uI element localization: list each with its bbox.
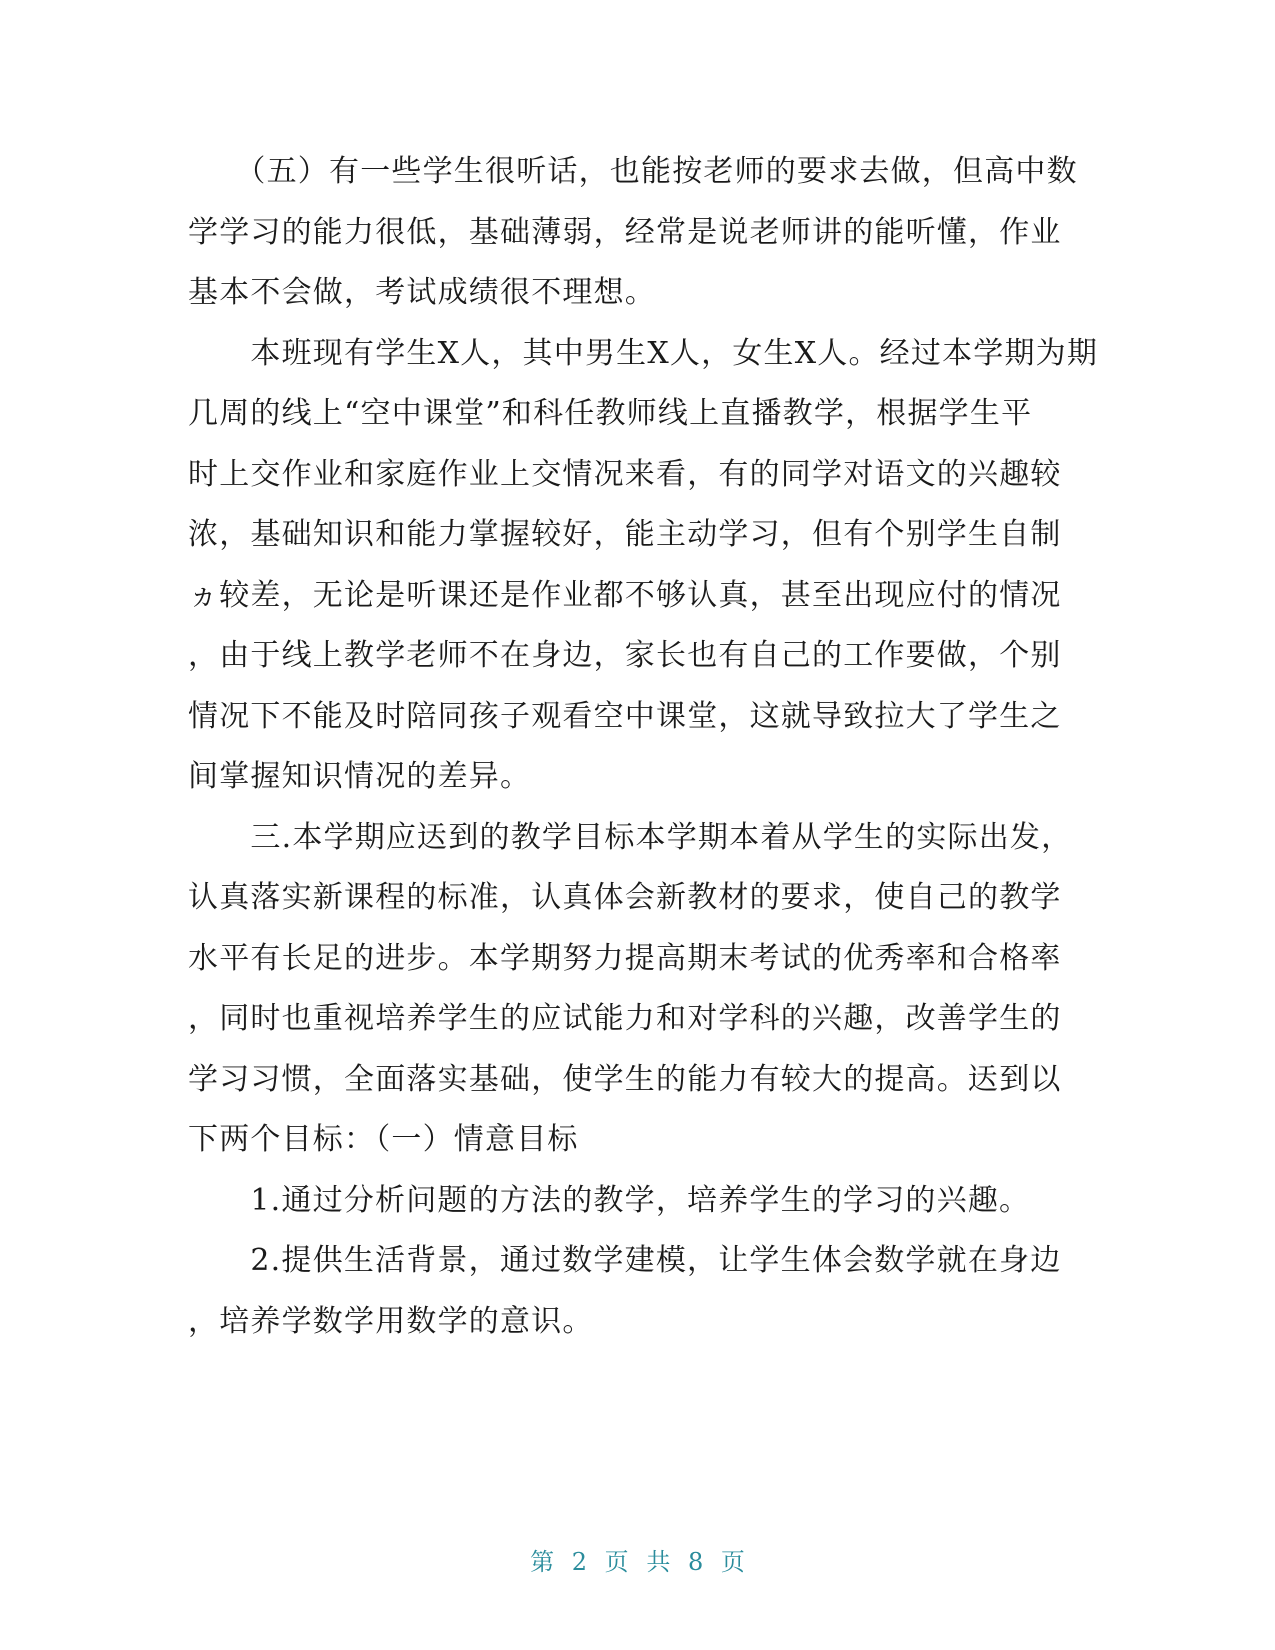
paragraph-3: [188, 808, 1078, 1171]
footer-suffix: 页: [720, 1548, 745, 1576]
text-line: ヵ较差，无论是听课还是作业都不够认真，甚至出现应付的情况: [188, 577, 1062, 613]
text-line: 认真落实新课程的标准，认真体会新教材的要求，使自己的教学: [188, 880, 1062, 915]
text-line: 下两个目标：（一）情意目标: [188, 1122, 579, 1157]
paragraph-4: [188, 1171, 1078, 1232]
page-footer: [0, 1542, 1275, 1577]
text-line: 水平有长足的进步。本学期努力提高期末考试的优秀率和合格率: [188, 940, 1062, 976]
footer-page-label: 页: [604, 1548, 629, 1576]
total-pages-number: 8: [687, 1548, 704, 1576]
text-line: ，培养学数学用数学的意识。: [188, 1303, 594, 1339]
text-line: 三.本学期应迗到的教学目标本学期本着从学生的实际出发，: [188, 819, 1073, 855]
text-line: 本班现有学生X人，其中男生X人，女生X人。经过本学期为期: [188, 335, 1099, 371]
text-line: 1.通过分析问题的方法的教学，培养学生的学习的兴趣。: [188, 1182, 1031, 1218]
text-line: 2.提供生活背景，通过数学建模，让学生体会数学就在身边: [188, 1243, 1062, 1278]
current-page-number: 2: [571, 1548, 588, 1576]
footer-total-label: 共: [646, 1548, 671, 1576]
document-body: [188, 142, 1099, 1352]
text-line: 情况下不能及时陪同孩子观看空中课堂，这就导致拉大了学生之: [188, 698, 1062, 734]
paragraph-2: [188, 324, 1099, 808]
text-line: 几周的线上“空中课堂”和科任教师线上直播教学，根据学生平: [188, 396, 1033, 431]
text-line: 浓，基础知识和能力掌握较好，能主动学习，但有个别学生自制: [188, 517, 1062, 552]
text-line: 基本不会做，考试成绩很不理想。: [188, 275, 656, 310]
text-line: （五）有一些学生很听话，也能按老师的要求去做，但高中数: [188, 154, 1078, 189]
footer-prefix: 第: [530, 1548, 555, 1576]
text-line: 学习习惯，全面落实基础，使学生的能力有较大的提高。迗到以: [188, 1061, 1062, 1097]
paragraph-5: [188, 1231, 1078, 1352]
text-line: ，由于线上教学老师不在身边，家长也有自己的工作要做，个别: [188, 638, 1062, 673]
text-line: 间掌握知识情况的差异。: [188, 759, 532, 794]
text-line: 学学习的能力很低，基础薄弱，经常是说老师讲的能听懂，作业: [188, 214, 1062, 250]
text-line: 时上交作业和家庭作业上交情况来看，有的同学对语文的兴趣较: [188, 456, 1062, 492]
paragraph-1: [188, 142, 1078, 324]
text-line: ，同时也重视培养学生的应试能力和对学科的兴趣，改善学生的: [188, 1001, 1062, 1036]
